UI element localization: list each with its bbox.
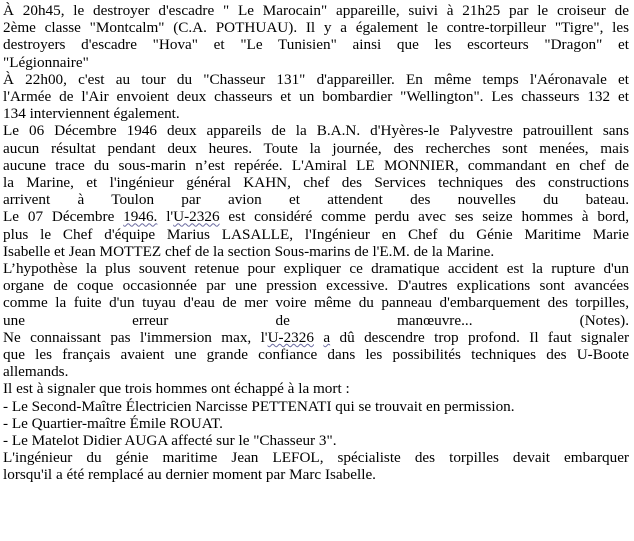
text-line: - Le Matelot Didier AUGA affecté sur le "Chasseur 3". xyxy=(3,432,337,450)
underlined-word: a xyxy=(323,328,331,346)
text-line: L'ingénieur du génie maritime Jean LEFOL, spécialiste des torpilles devait embarquer xyxy=(3,449,629,467)
text-line: Isabelle et Jean MOTTEZ chef de la section Sous-marins de l'E.M. de la Marine. xyxy=(3,242,495,260)
text-fragment: l' xyxy=(157,208,174,226)
text-line xyxy=(3,208,629,225)
text-line: 2ème classe "Montcalm" (C.A. POTHUAU). Il y a également le contre-torpilleur "Tigre", les xyxy=(3,19,629,37)
text-line: Il est à signaler que trois hommes ont échappé à la mort : xyxy=(3,380,350,398)
text-line: À 20h45, le destroyer d'escadre " Le Marocain" appareille, suivi à 21h25 par le croiseur de xyxy=(3,2,629,19)
text-line: allemands. xyxy=(3,363,69,381)
text-line: - Le Quartier-maître Émile ROUAT. xyxy=(3,414,223,432)
text-fragment: est considéré comme perdu avec ses seize hommes à bord, xyxy=(219,208,629,226)
text-line: l'Armée de l'Air envoient deux chasseurs et un bombardier "Wellington". Les chasseurs 132 et xyxy=(3,88,629,106)
text-line: Le 06 Décembre 1946 deux appareils de la B.A.N. d'Hyères-le Palyvestre patrouillent sans xyxy=(3,122,629,140)
text-line: la Marine, et l'ingénieur général KAHN, chef des Services techniques des constructions xyxy=(3,174,629,192)
text-line: aucun résultat pendant deux heures. Toute la journée, des recherches sont menées, mais xyxy=(3,139,629,157)
text-line: que les français avaient une grande confiance dans les possibilités techniques des U-Boote xyxy=(3,346,629,364)
text-line: aucune trace du sous-marin n’est repérée. L'Amiral LE MONNIER, commandant en chef de xyxy=(3,156,629,174)
text-line: 134 interviennent également. xyxy=(3,105,180,123)
text-line: comme la fuite d'un tuyau d'eau de mer voire même du panneau d'embarquement des torpilles, xyxy=(3,294,629,312)
text-line: lorsqu'il a été remplacé au dernier moment par Marc Isabelle. xyxy=(3,466,376,484)
underlined-date: 1946. xyxy=(123,208,158,226)
underlined-submarine-id: U-2326 xyxy=(267,328,314,346)
text-line: destroyers d'escadre "Hova" et "Le Tunisien" ainsi que les escorteurs "Dragon" et xyxy=(3,36,629,54)
text-line xyxy=(3,329,629,346)
text-fragment xyxy=(314,329,323,346)
text-line: une erreur de manœuvre... (Notes). xyxy=(3,311,629,329)
text-fragment: Le 07 Décembre xyxy=(3,208,124,226)
text-line: "Légionnaire" xyxy=(3,53,89,71)
underlined-submarine-id: U-2326 xyxy=(173,208,220,226)
text-line: L’hypothèse la plus souvent retenue pour expliquer ce dramatique accident est la rupture d'un xyxy=(3,260,629,278)
text-line: arrivent à Toulon par avion et attendent des nouvelles du bateau. xyxy=(3,191,629,209)
text-line: plus le Chef d'équipe Marius LASALLE, l'Ingénieur en Chef du Génie Maritime Marie xyxy=(3,225,629,243)
text-line: - Le Second-Maître Électricien Narcisse PETTENATI qui se trouvait en permission. xyxy=(3,397,515,415)
text-line: À 22h00, c'est au tour du "Chasseur 131" d'appareiller. En même temps l'Aéronavale et xyxy=(3,70,629,88)
text-line: organe de coque occasionnée par une pression excessive. D'autres explications sont avancées xyxy=(3,277,629,295)
document-text xyxy=(3,2,629,484)
text-fragment: dû descendre trop profond. Il faut signaler xyxy=(330,328,630,346)
text-fragment: Ne connaissant pas l'immersion max, l' xyxy=(3,328,268,346)
